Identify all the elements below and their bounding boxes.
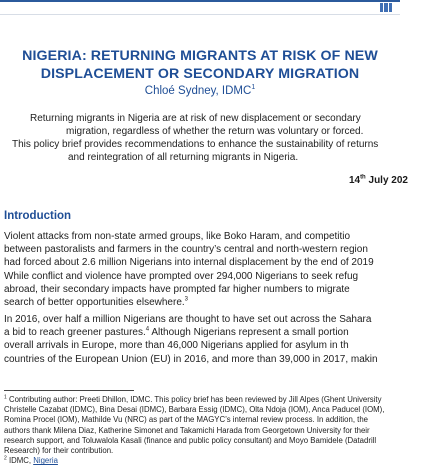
abstract-line-3: This policy brief provides recommendations to enhance the sustainability of returns (12, 139, 379, 150)
footnote-1-line-5: research support, and Toluwalola Kasali (finance and public policy consultant) and Moyo Bamidele (Datadrill (4, 435, 377, 445)
paragraph-1-line-3: had forced about 2.6 million Nigerians into internal displacement by the end of 2019 (4, 257, 374, 269)
paragraph-2-line-2-rest: Although Nigerians represent a small portion (149, 327, 349, 339)
footnote-2 (4, 456, 404, 466)
footnote-2-marker: 2 (4, 455, 7, 462)
header-divider (0, 14, 400, 15)
date-suffix: th (360, 174, 366, 181)
footnote-1-marker: 1 (4, 394, 7, 401)
footnote-1-line-1 (4, 395, 404, 405)
paragraph-1-line-6 (4, 296, 424, 309)
paragraph-1-line-1: Violent attacks from non-state armed groups, like Boko Haram, and competitio (4, 231, 351, 242)
footnote-1-line-3: Romina Procel (IOM), Mathilde Vu (NRC) as part of the MAGYC’s internal review process. In addition, the (4, 415, 368, 425)
paragraph-1-line-2: between pastoralists and farmers in the country’s central and north-western region (4, 244, 368, 256)
paragraph-1-line-5: abroad, their secondary impacts have prompted far higher numbers to migrate (4, 283, 350, 295)
footnote-2-text: IDMC, (6, 456, 34, 466)
publisher-logo-icon (380, 3, 392, 12)
footnote-ref-4[interactable]: 4 (145, 326, 150, 333)
footnote-2-link[interactable]: Nigeria (33, 456, 58, 466)
author-line (0, 84, 400, 98)
abstract-line-2: migration, regardless of whether the return was voluntary or forced. (66, 126, 364, 137)
author-footnote-ref[interactable]: 1 (251, 84, 256, 92)
header-accent-bar (0, 0, 400, 2)
paragraph-2 (4, 313, 424, 366)
footnote-ref-3[interactable]: 3 (184, 296, 189, 303)
paragraph-1-line-4: While conflict and violence have prompted over 294,000 Nigerians to seek refug (4, 270, 359, 282)
title-line-2: DISPLACEMENT OR SECONDARY MIGRATION (40, 66, 360, 82)
paragraph-2-line-1: In 2016, over half a million Nigerians are thought to have set out across the Sahara (4, 314, 372, 325)
abstract-line-4: and reintegration of all returning migrants in Nigeria. (68, 152, 299, 163)
footnote-1-line-2: Christelle Cazabat (IDMC), Bina Desai (IDMC), Barbara Essig (IDMC), Olta Ndoja (IOM), Anca Paducel (IOM), (4, 405, 385, 415)
paragraph-2-line-3: overall arrivals in Europe, more than 46,000 Nigerians applied for asylum in th (4, 340, 349, 352)
paragraph-2-line-2-text: a bid to reach greener pastures. (4, 327, 146, 339)
footnote-1-line-6: Research) for their contribution. (4, 446, 114, 456)
document-title (0, 47, 400, 83)
abstract-line-1: Returning migrants in Nigeria are at risk of new displacement or secondary (30, 113, 361, 124)
footnote-1-line-4: authors thank Milena Diaz, Katherine Simonet and Takamichi Harada from Georgetown University for their (4, 425, 370, 435)
footnotes (4, 395, 404, 466)
paragraph-1 (4, 230, 424, 309)
publication-date (349, 175, 408, 186)
section-heading-introduction: Introduction (4, 210, 72, 222)
page-header-bar (0, 0, 400, 16)
paragraph-1-line-6-text: search of better opportunities elsewhere. (4, 297, 185, 309)
footnote-divider (4, 390, 134, 391)
paragraph-2-line-4: countries of the European Union (EU) in 2016, and more than 39,000 in 2017, makin (4, 353, 378, 365)
title-line-1: NIGERIA: RETURNING MIGRANTS AT RISK OF NEW (22, 48, 378, 64)
date-day: 14 (348, 175, 361, 186)
footnote-1-line-1-text: Contributing author: Preeti Dhillon, IDMC. This policy brief has been reviewed by Jill Alpes (Ghent University (6, 395, 382, 404)
author-name: Chloé Sydney, IDMC (144, 85, 252, 97)
date-rest: July 202 (365, 175, 408, 186)
paragraph-2-line-2 (4, 326, 424, 339)
